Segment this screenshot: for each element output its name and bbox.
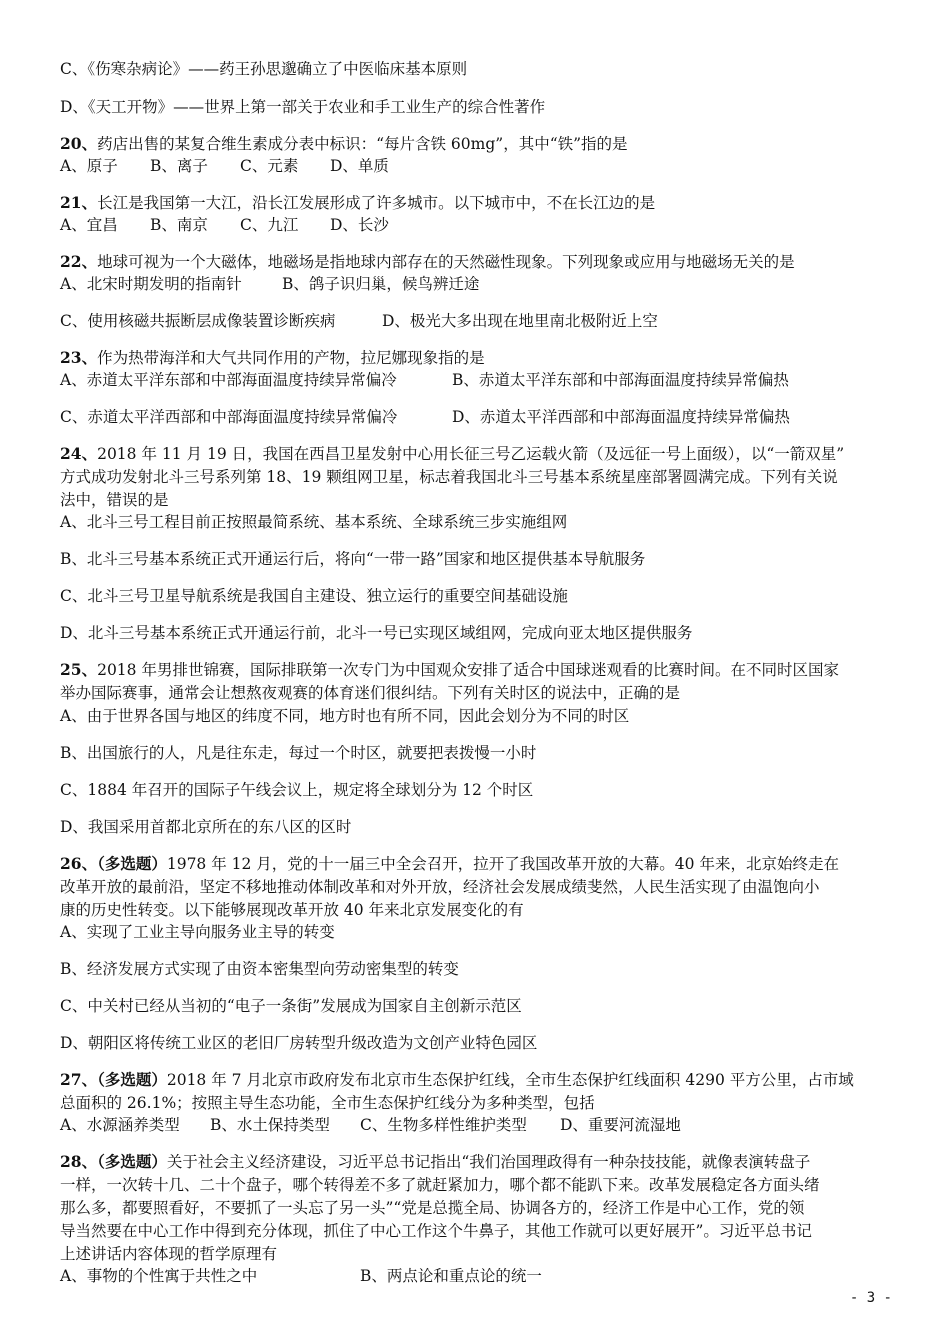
multi-choice-tag: （多选题） [97, 1070, 167, 1089]
question-number: 28、 [60, 1152, 98, 1171]
question-28-stem-4: 导当然要在中心工作中得到充分体现，抓住了中心工作这个牛鼻子，其他工作就可以更好展开”。习近平总书记 [60, 1222, 812, 1240]
question-24-stem-2: 方式成功发射北斗三号系列第 18、19 颗组网卫星，标志着我国北斗三号基本系统星座部署圆满完成。下列有关说 [60, 468, 838, 486]
option-d: D、极光大多出现在地里南北极附近上空 [382, 312, 658, 330]
question-number: 27、 [60, 1070, 98, 1089]
question-28 [60, 1151, 810, 1173]
question-number: 21、 [60, 193, 98, 212]
question-24 [60, 443, 844, 465]
multi-choice-tag: （多选题） [97, 1152, 167, 1171]
option-c: C、1884 年召开的国际子午线会议上，规定将全球划分为 12 个时区 [60, 781, 534, 799]
option-b: B、北斗三号基本系统正式开通运行后，将向“一带一路”国家和地区提供基本导航服务 [60, 550, 646, 568]
option-c: C、生物多样性维护类型 [360, 1116, 527, 1134]
option-c: C、赤道太平洋西部和中部海面温度持续异常偏冷 [60, 408, 398, 426]
option-a: A、水源涵养类型 [60, 1116, 180, 1134]
option-c: C、元素 [240, 157, 299, 175]
page-number: - 3 - [849, 1290, 892, 1306]
question-number: 22、 [60, 252, 98, 271]
option-b: B、出国旅行的人，凡是往东走，每过一个时区，就要把表拨慢一小时 [60, 744, 537, 762]
option-d: D、北斗三号基本系统正式开通运行前，北斗一号已实现区域组网，完成向亚太地区提供服务 [60, 624, 693, 642]
option-b: B、水土保持类型 [210, 1116, 330, 1134]
question-25 [60, 659, 839, 681]
question-stem: 作为热带海洋和大气共同作用的产物，拉尼娜现象指的是 [97, 349, 485, 367]
question-28-options-ab [60, 1265, 542, 1287]
option-b: B、赤道太平洋东部和中部海面温度持续异常偏热 [452, 371, 789, 389]
question-28-stem-2: 一样，一次转十几、二十个盘子，哪个转得差不多了就赶紧加力，哪个都不能趴下来。改革发展稳定各方面头绪 [60, 1176, 820, 1194]
question-22-options-ab [60, 273, 479, 295]
question-22 [60, 251, 795, 273]
question-22-options-cd [60, 310, 658, 332]
option-d: D、我国采用首都北京所在的东八区的区时 [60, 818, 352, 836]
question-stem: 关于社会主义经济建设，习近平总书记指出“我们治国理政得有一种杂技技能，就像表演转盘子 [166, 1153, 811, 1171]
option-b: B、鸽子识归巢，候鸟辨迁途 [282, 275, 480, 293]
option-b: B、南京 [150, 216, 208, 234]
option-b: B、离子 [150, 157, 208, 175]
question-27-options [60, 1114, 681, 1136]
option-c: C、中关村已经从当初的“电子一条街”发展成为国家自主创新示范区 [60, 997, 522, 1015]
question-stem: 2018 年男排世锦赛，国际排联第一次专门为中国观众安排了适合中国球迷观看的比赛时间。在不同时区国家 [97, 661, 839, 679]
question-number: 25、 [60, 660, 98, 679]
option-a: A、原子 [60, 157, 118, 175]
option-d-prev: D、《天工开物》——世界上第一部关于农业和手工业生产的综合性著作 [60, 98, 546, 116]
option-a: A、事物的个性寓于共性之中 [60, 1267, 258, 1285]
question-26 [60, 853, 839, 875]
question-20 [60, 133, 628, 155]
question-21-options [60, 214, 389, 236]
question-27 [60, 1069, 854, 1091]
question-27-stem-2: 总面积的 26.1%；按照主导生态功能，全市生态保护红线分为多种类型，包括 [60, 1094, 595, 1112]
question-26-stem-2: 改革开放的最前沿，坚定不移地推动体制改革和对外开放，经济社会发展成绩斐然，人民生活实现了由温饱向小 [60, 878, 820, 896]
option-a: A、宜昌 [60, 216, 118, 234]
question-28-stem-5: 上述讲话内容体现的哲学原理有 [60, 1245, 278, 1263]
question-23-options-cd [60, 406, 790, 428]
option-d: D、赤道太平洋西部和中部海面温度持续异常偏热 [452, 408, 790, 426]
question-28-stem-3: 那么多，都要照看好，不要抓了一头忘了另一头”“党是总揽全局、协调各方的，经济工作是中心工作，党的领 [60, 1199, 805, 1217]
question-number: 20、 [60, 134, 98, 153]
option-c: C、使用核磁共振断层成像装置诊断疾病 [60, 312, 336, 330]
option-d: D、单质 [330, 157, 389, 175]
option-d: D、长沙 [330, 216, 389, 234]
option-c: C、九江 [240, 216, 299, 234]
question-number: 26、 [60, 854, 98, 873]
question-21 [60, 192, 655, 214]
question-stem: 2018 年 11 月 19 日，我国在西昌卫星发射中心用长征三号乙运载火箭（及远征一号上面级），以“一箭双星” [97, 445, 845, 463]
option-a: A、北宋时期发明的指南针 [60, 275, 242, 293]
option-a: A、实现了工业主导向服务业主导的转变 [60, 923, 335, 941]
question-24-stem-3: 法中，错误的是 [60, 491, 169, 509]
question-23-options-ab [60, 369, 789, 391]
question-stem: 地球可视为一个大磁体，地磁场是指地球内部存在的天然磁性现象。下列现象或应用与地磁场无关的是 [97, 253, 795, 271]
option-c: C、北斗三号卫星导航系统是我国自主建设、独立运行的重要空间基础设施 [60, 587, 568, 605]
question-stem: 药店出售的某复合维生素成分表中标识：“每片含铁 60mg”，其中“铁”指的是 [97, 135, 628, 153]
question-number: 24、 [60, 444, 98, 463]
option-c-prev: C、《伤寒杂病论》——药王孙思邈确立了中医临床基本原则 [60, 60, 468, 78]
option-d: D、重要河流湿地 [560, 1116, 681, 1134]
question-number: 23、 [60, 348, 98, 367]
option-b: B、经济发展方式实现了由资本密集型向劳动密集型的转变 [60, 960, 459, 978]
option-d: D、朝阳区将传统工业区的老旧厂房转型升级改造为文创产业特色园区 [60, 1034, 538, 1052]
question-stem: 2018 年 7 月北京市政府发布北京市生态保护红线，全市生态保护红线面积 4290 平方公里，占市域 [166, 1071, 854, 1089]
question-stem: 长江是我国第一大江，沿长江发展形成了许多城市。以下城市中，不在长江边的是 [97, 194, 656, 212]
multi-choice-tag: （多选题） [97, 854, 167, 873]
option-a: A、赤道太平洋东部和中部海面温度持续异常偏冷 [60, 371, 397, 389]
option-b: B、两点论和重点论的统一 [360, 1267, 542, 1285]
question-stem: 1978 年 12 月，党的十一届三中全会召开，拉开了我国改革开放的大幕。40 年来，北京始终走在 [166, 855, 839, 873]
question-20-options [60, 155, 389, 177]
question-26-stem-3: 康的历史性转变。以下能够展现改革开放 40 年来北京发展变化的有 [60, 901, 524, 919]
option-a: A、北斗三号工程目前正按照最简系统、基本系统、全球系统三步实施组网 [60, 513, 568, 531]
option-a: A、由于世界各国与地区的纬度不同，地方时也有所不同，因此会划分为不同的时区 [60, 707, 630, 725]
question-23 [60, 347, 485, 369]
question-25-stem-2: 举办国际赛事，通常会让想熬夜观赛的体育迷们很纠结。下列有关时区的说法中，正确的是 [60, 684, 681, 702]
